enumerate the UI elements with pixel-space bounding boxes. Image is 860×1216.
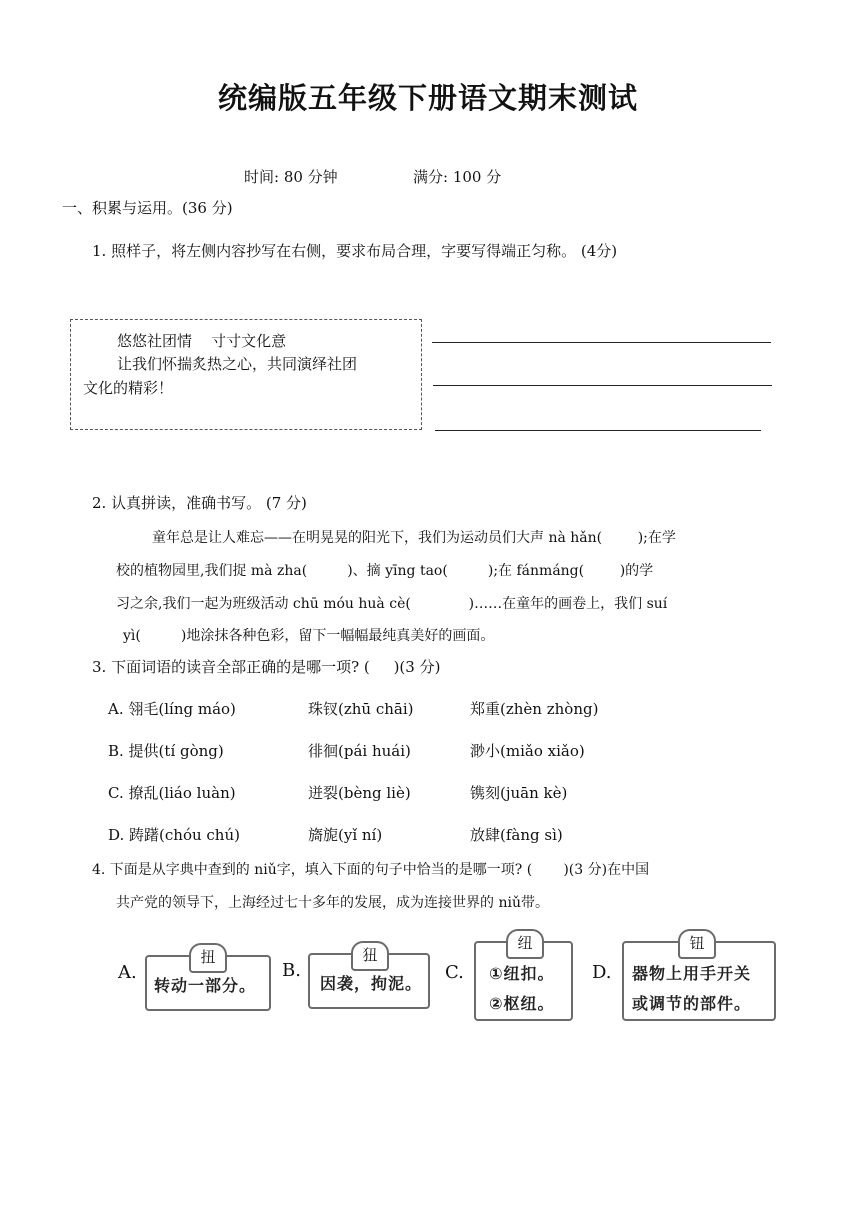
sample-line-2: 让我们怀揣炙热之心，共同演绎社团 xyxy=(117,355,358,373)
question-2-line-2: 校的植物园里,我们捉 mà zha( )、摘 yīng tao( );在 fánmáng( )的学 xyxy=(116,563,654,579)
card-c-letter: C. xyxy=(445,962,464,983)
option-b-word-3: 渺小(miǎo xiǎo) xyxy=(470,742,585,760)
dictionary-card-c xyxy=(474,934,573,1021)
card-d-definition-2: 或调节的部件。 xyxy=(632,994,752,1013)
option-a-word-3: 郑重(zhèn zhòng) xyxy=(470,700,599,718)
card-d-definition-1: 器物上用手开关 xyxy=(632,964,752,983)
sample-line-1: 悠悠社团情 寸寸文化意 xyxy=(117,332,287,350)
question-4-prompt-line-2: 共产党的领导下，上海经过七十多年的发展，成为连接世界的 niǔ带。 xyxy=(116,895,549,911)
option-b-word-2: 徘徊(pái huái) xyxy=(308,742,411,760)
card-a-char: 扭 xyxy=(189,943,227,973)
card-b-definition: 因袭，拘泥。 xyxy=(320,974,423,993)
sample-line-3: 文化的精彩！ xyxy=(83,379,174,397)
page-title: 统编版五年级下册语文期末测试 xyxy=(218,81,639,115)
question-1-prompt: 1. 照样子，将左侧内容抄写在右侧，要求布局合理，字要写得端正匀称。 (4分) xyxy=(92,242,618,260)
question-2-prompt: 2. 认真拼读，准确书写。 (7 分) xyxy=(92,494,307,512)
option-d-word-3: 放肆(fàng sì) xyxy=(470,826,563,844)
card-c-definition-1: ①纽扣。 xyxy=(489,964,555,983)
card-b-char: 狃 xyxy=(351,941,389,971)
option-b-word-1: B. 提供(tí gòng) xyxy=(108,742,224,760)
copy-line-2[interactable] xyxy=(433,385,772,386)
section-heading: 一、积累与运用。(36 分) xyxy=(62,199,233,217)
dictionary-card-b xyxy=(308,946,430,1009)
sample-text-box xyxy=(70,319,422,430)
option-c-word-2: 迸裂(bèng liè) xyxy=(308,784,411,802)
option-a-word-1: A. 翎毛(líng máo) xyxy=(108,700,236,718)
option-d-word-2: 旖旎(yǐ ní) xyxy=(308,826,383,844)
card-b-letter: B. xyxy=(282,960,301,981)
exam-full-score: 满分: 100 分 xyxy=(413,168,502,186)
option-c-word-3: 镌刻(juān kè) xyxy=(470,784,568,802)
card-d-letter: D. xyxy=(592,962,612,983)
question-2-line-4: yì( )地涂抹各种色彩，留下一幅幅最纯真美好的画面。 xyxy=(123,628,495,644)
copy-line-1[interactable] xyxy=(432,342,771,343)
option-a-word-2: 珠钗(zhū chāi) xyxy=(308,700,414,718)
copy-line-3[interactable] xyxy=(435,430,761,431)
dictionary-card-a xyxy=(145,948,271,1011)
question-4-prompt-line-1: 4. 下面是从字典中查到的 niǔ字，填入下面的句子中恰当的是哪一项? ( )(3 分)在中国 xyxy=(92,862,650,878)
question-3-prompt: 3. 下面词语的读音全部正确的是哪一项? ( )(3 分) xyxy=(92,658,441,676)
dictionary-card-d xyxy=(622,934,776,1021)
question-2-line-3: 习之余,我们一起为班级活动 chū móu huà cè( )……在童年的画卷上，我们 suí xyxy=(116,596,668,612)
option-d-word-1: D. 踌躇(chóu chú) xyxy=(108,826,240,844)
exam-time: 时间: 80 分钟 xyxy=(244,168,338,186)
option-c-word-1: C. 撩乱(liáo luàn) xyxy=(108,784,236,802)
question-2-line-1: 童年总是让人难忘——在明晃晃的阳光下，我们为运动员们大声 nà hǎn( );在学 xyxy=(152,530,676,546)
card-c-definition-2: ②枢纽。 xyxy=(489,994,555,1013)
card-d-char: 钮 xyxy=(678,929,716,959)
card-c-char: 纽 xyxy=(506,929,544,959)
card-a-letter: A. xyxy=(118,962,137,983)
card-a-definition: 转动一部分。 xyxy=(154,976,257,995)
